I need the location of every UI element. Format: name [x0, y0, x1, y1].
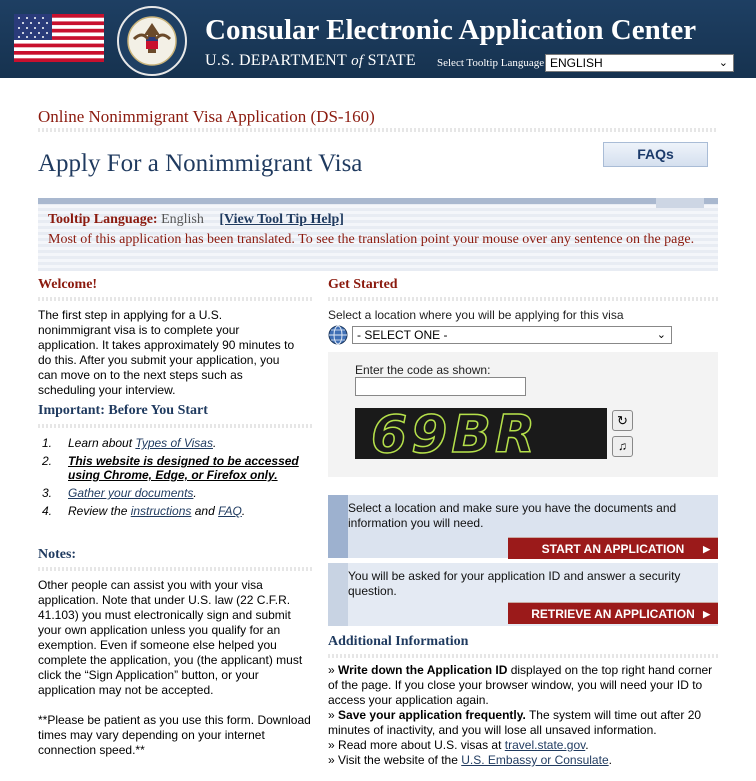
location-label: Select a location where you will be applying for this visa — [328, 308, 624, 322]
refresh-icon[interactable]: ↻ — [612, 410, 633, 431]
chevron-down-icon: ⌄ — [718, 57, 728, 69]
travel-state-gov-link[interactable]: travel.state.gov — [504, 738, 586, 752]
arrow-right-icon: ▶ — [703, 609, 710, 619]
list-item: » Write down the Application ID displayed on the top right hand corner of the page. If you close your browser window, you will need your ID to access your application again. — [328, 663, 713, 707]
captcha-code-input[interactable] — [355, 377, 526, 396]
list-item: » Read more about U.S. visas at travel.state.gov. — [328, 738, 589, 752]
location-select[interactable]: - SELECT ONE - ⌄ — [352, 326, 672, 344]
steps-list — [42, 436, 312, 522]
page-title: Apply For a Nonimmigrant Visa — [38, 150, 363, 177]
important-heading: Important: Before You Start — [38, 403, 208, 418]
divider — [38, 567, 313, 571]
tooltip-language-value: English — [161, 212, 204, 227]
start-application-button[interactable]: START AN APPLICATION ▶ — [508, 537, 718, 559]
seal-icon — [116, 5, 188, 77]
welcome-text: The first step in applying for a U.S. nonimmigrant visa is to complete your application. It takes approximately 90 minutes to do this. After you submit your application, you can move on to the next steps such as scheduling your interview. — [38, 308, 295, 397]
department-name: U.S. DEPARTMENT of STATE — [205, 52, 416, 69]
welcome-heading: Welcome! — [38, 277, 98, 292]
tooltip-language-select[interactable]: ENGLISH ⌄ — [545, 54, 734, 72]
list-item: » Save your application frequently. The system will time out after 20 minutes of inactivity, and you will lose all unsaved information. — [328, 708, 702, 737]
tooltip-language-line — [48, 212, 344, 228]
retrieve-application-panel — [328, 563, 718, 626]
divider — [328, 654, 718, 658]
code-label: Enter the code as shown: — [355, 363, 491, 377]
additional-info-heading: Additional Information — [328, 634, 469, 649]
faqs-button[interactable]: FAQs — [603, 142, 708, 167]
divider — [38, 424, 313, 428]
browser-notice: This website is designed to be accessed using Chrome, Edge, or Firefox only. — [68, 454, 299, 482]
list-item: 3. Gather your documents. — [42, 486, 197, 500]
faq-link[interactable]: FAQ — [218, 504, 242, 518]
additional-info-list — [328, 663, 718, 768]
list-item: » Visit the website of the U.S. Embassy or Consulate. — [328, 753, 612, 767]
site-header — [0, 0, 756, 78]
view-tooltip-help-link[interactable]: [View Tool Tip Help] — [219, 212, 344, 227]
types-of-visas-link[interactable]: Types of Visas — [135, 436, 213, 450]
instructions-link[interactable]: instructions — [130, 504, 192, 518]
tooltip-language-label: Tooltip Language: — [48, 212, 158, 227]
divider — [328, 297, 718, 301]
retrieve-instructions: You will be asked for your application ID and answer a security question. — [348, 569, 681, 598]
audio-icon[interactable]: ♫ — [612, 436, 633, 457]
tooltip-banner — [38, 198, 718, 271]
banner-collapse-tab[interactable] — [656, 198, 704, 208]
captcha-image — [355, 408, 607, 459]
divider — [38, 297, 313, 301]
retrieve-application-button[interactable]: RETRIEVE AN APPLICATION ▶ — [508, 602, 718, 624]
list-item: 4. Review the instructions and FAQ. — [42, 504, 246, 518]
list-item: 2. This website is designed to be accessed using Chrome, Edge, or Firefox only. — [42, 454, 299, 482]
tooltip-language-label: Select Tooltip Language — [437, 57, 545, 69]
embassy-consulate-link[interactable]: U.S. Embassy or Consulate — [461, 753, 609, 767]
gather-documents-link[interactable]: Gather your documents — [68, 486, 194, 500]
patience-note: **Please be patient as you use this form. Download times may vary depending on your internet connection speed.** — [38, 713, 311, 757]
start-instructions: Select a location and make sure you have the documents and information you will need. — [348, 501, 677, 530]
notes-text: Other people can assist you with your visa application. Note that under U.S. law (22 C.F.R. 41.103) you must electronically sign and submit your own application unless you qualify for an exemption. Even if someone else helped you complete the application, you (the applicant) must click the “Sign Application” button, or your application may not be accepted. — [38, 578, 303, 697]
list-item: 1. Learn about Types of Visas. — [42, 436, 217, 450]
get-started-heading: Get Started — [328, 277, 398, 292]
globe-icon — [328, 325, 348, 345]
chevron-down-icon: ⌄ — [656, 329, 666, 341]
captcha-panel — [328, 352, 718, 477]
notes-heading: Notes: — [38, 547, 77, 562]
captcha-text: 69BR — [371, 408, 540, 459]
form-name: Online Nonimmigrant Visa Application (DS-160) — [38, 107, 375, 126]
us-flag-icon — [14, 14, 104, 62]
translation-message: Most of this application has been translated. To see the translation point your mouse over any sentence on the page. — [48, 232, 695, 247]
start-application-panel — [328, 495, 718, 558]
divider — [38, 128, 718, 132]
arrow-right-icon: ▶ — [703, 544, 710, 554]
app-title: Consular Electronic Application Center — [205, 14, 697, 46]
